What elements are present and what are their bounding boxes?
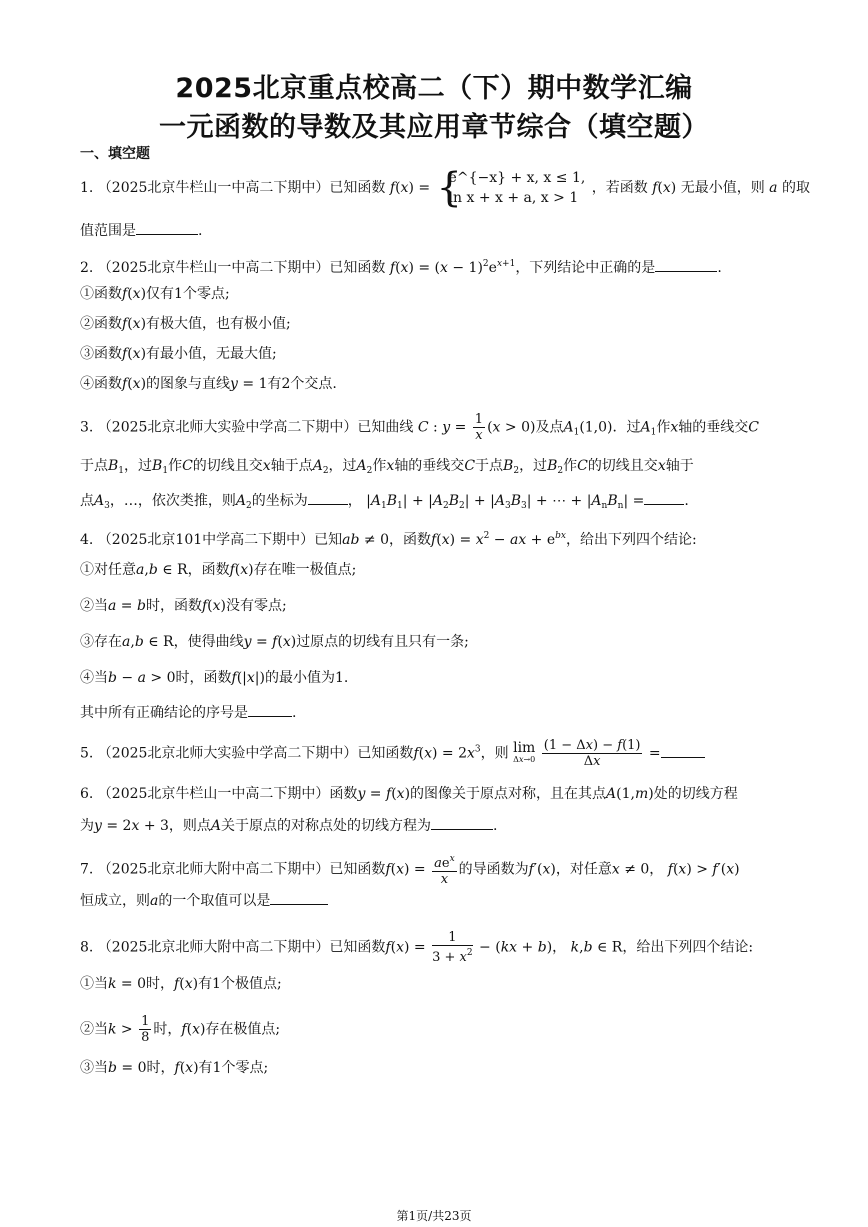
question-5: 5. （2025北京北师大实验中学高二下期中）已知函数$f(x) = 2x^3$，则 lim Δx→0 $\frac{(1 - \Delta x) - f(1)}{\Delta x}$ = xyxy=(80,738,792,769)
document-title: 2025北京重点校高二（下）期中数学汇编 xyxy=(175,73,693,104)
answer-blank[interactable] xyxy=(308,490,348,505)
question-3: 3. （2025北京北师大实验中学高二下期中）已知曲线 C : y = $\frac{1}{x}$ (x > 0)及点$A_1(1,0)$．过$A_1$作x轴的垂线交C xyxy=(80,412,759,443)
option-3: ③存在a,b ∈ R，使得曲线y = f(x)过原点的切线有且只有一条; xyxy=(80,634,469,650)
question-6-line-2: 为y = 2x + 3，则点A关于原点的对称点处的切线方程为 . xyxy=(80,815,792,836)
question-7: 7. （2025北京北师大附中高二下期中）已知函数f(x) = $\frac{ae^x}{x}$ 的导函数为f′(x)，对任意x ≠ 0， f(x) > f′(x) xyxy=(80,854,740,887)
option-4: ④当b − a > 0时，函数f(|x|)的最小值为1. xyxy=(80,670,349,686)
answer-blank[interactable] xyxy=(644,490,684,505)
question-3-line-3: 点$A_3$，…，依次类推，则$A_2$的坐标为 ， $|A_1B_1| + |A_2B_2| + |A_3B_3|$ + ⋯ + $|A_nB_n|$ = . xyxy=(80,490,792,516)
option-4: ④函数f(x)的图象与直线y = 1有2个交点. xyxy=(80,376,337,392)
answer-blank[interactable] xyxy=(655,257,717,272)
answer-blank[interactable] xyxy=(136,220,198,235)
option-1: ①当k = 0时，f(x)有1个极值点; xyxy=(80,976,282,992)
option-1: ①函数f(x)仅有1个零点; xyxy=(80,286,230,302)
question-1-line-2: 值范围是 . xyxy=(80,220,792,241)
question-6: 6. （2025北京牛栏山一中高二下期中）函数y = f(x)的图像关于原点对称，且在其点A(1,m)处的切线方程 xyxy=(80,786,738,802)
question-8: 8. （2025北京北师大附中高二下期中）已知函数f(x) = $\frac{1}{3 + x^2}$ − (kx + b)， k,b ∈ R，给出下列四个结论: xyxy=(80,930,754,965)
question-2: 2. （2025北京牛栏山一中高二下期中）已知函数 $f(x) = (x - 1)^2e^{x+1}$，下列结论中正确的是 . xyxy=(80,259,722,276)
answer-blank[interactable] xyxy=(661,743,705,758)
question-3-line-2: 于点$B_1$，过$B_1$作C的切线且交x轴于点$A_2$，过$A_2$作x轴的垂线交C于点$B_2$，过$B_2$作C的切线且交x轴于 xyxy=(80,458,694,476)
section-heading: 一、填空题 xyxy=(80,146,150,162)
answer-blank[interactable] xyxy=(270,890,328,905)
question-7-line-2: 恒成立，则a的一个取值可以是 xyxy=(80,890,792,911)
question-4-conclusion: 其中所有正确结论的序号是 . xyxy=(80,702,792,723)
question-4: 4. （2025北京101中学高二下期中）已知ab ≠ 0，函数$f(x) = x^2$ − ax + $e^{bx}$，给出下列四个结论: xyxy=(80,531,697,548)
option-3: ③当b = 0时，f(x)有1个零点; xyxy=(80,1060,269,1076)
page-footer: 第1页/共23页 xyxy=(396,1209,472,1223)
answer-blank[interactable] xyxy=(248,702,292,717)
option-2: ②当a = b时，函数f(x)没有零点; xyxy=(80,598,287,614)
option-3: ③函数f(x)有最小值，无最大值; xyxy=(80,346,277,362)
option-1: ①对任意a,b ∈ R，函数f(x)存在唯一极值点; xyxy=(80,562,357,578)
question-1: 1. （2025北京牛栏山一中高二下期中）已知函数 f(x) = { e^{−x} + x, x ≤ 1, ln x + x + a, x > 1 ，若函数 f(x) 无最小值，则 a 的取 xyxy=(80,165,810,211)
document-subtitle: 一元函数的导数及其应用章节综合（填空题） xyxy=(159,112,709,143)
option-2: ②函数f(x)有极大值，也有极小值; xyxy=(80,316,291,332)
answer-blank[interactable] xyxy=(431,815,493,830)
piecewise-definition: { e^{−x} + x, x ≤ 1, ln x + x + a, x > 1 xyxy=(436,165,586,211)
option-2: ②当k > $\frac{1}{8}$ 时，f(x)存在极值点; xyxy=(80,1014,281,1045)
limit-expression: lim Δx→0 xyxy=(513,739,536,764)
